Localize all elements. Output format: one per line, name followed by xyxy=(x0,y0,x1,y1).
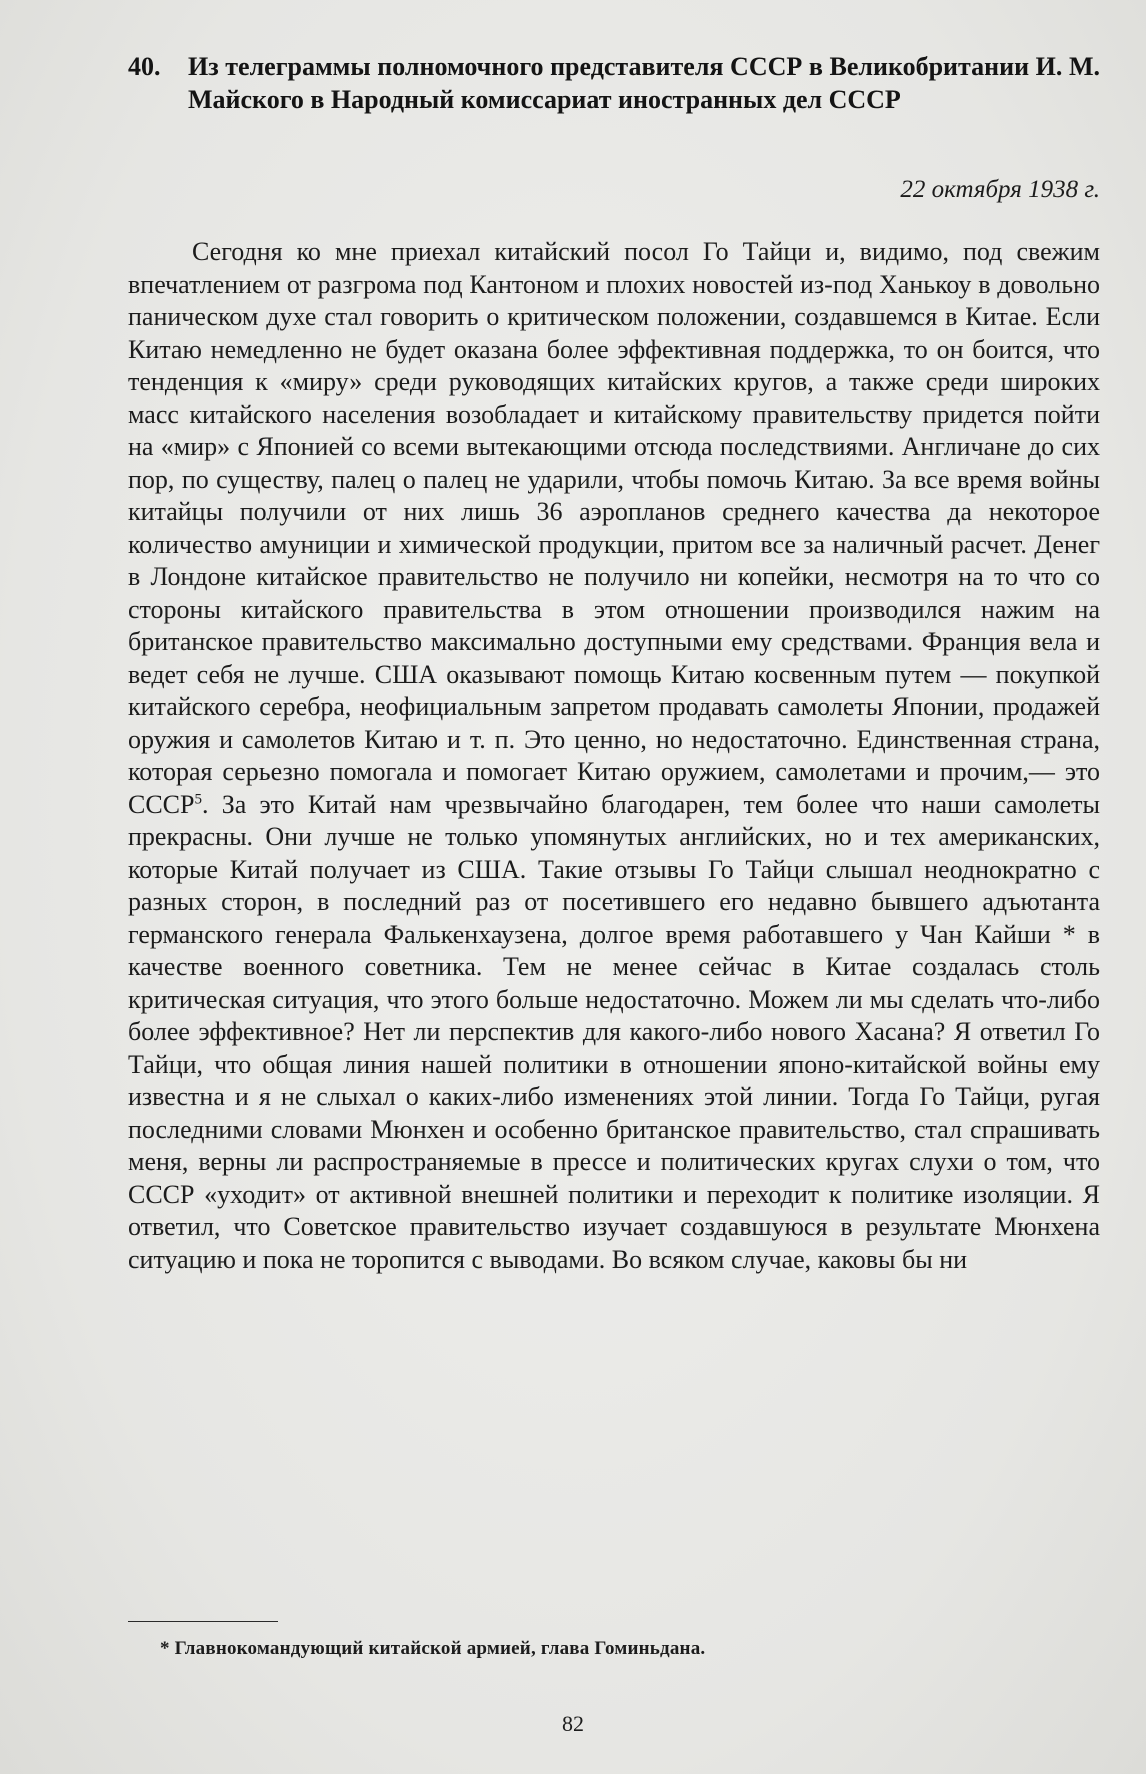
document-date: 22 октября 1938 г. xyxy=(900,176,1100,203)
document-number: 40. xyxy=(128,52,161,81)
footnote-reference-marker: 5 xyxy=(194,790,202,807)
telegram-body-text-part1: Сегодня ко мне приехал китайский посол Го Тайци и, видимо, под свежим впечатлением от разгрома под Кантоном и плохих новостей из-под Ханькоу в довольно паническом духе стал говорить о критическом положении, создавшемся в Китае. Если Китаю немедленно не будет оказана более эффективная поддержка, то он боится, что тенденция к «миру» среди руководящих китайских кругов, а также среди широких масс китайского населения возобладает и китайскому правительству придется пойти на «мир» с Японией со всеми вытекающими отсюда последствиями. Англичане до сих пор, по существу, палец о палец не ударили, чтобы помочь Китаю. За все время войны китайцы получили от них лишь 36 аэропланов среднего качества да некоторое количество амуниции и химической продукции, притом все за наличный расчет. Денег в Лондоне китайское правительство не получило ни копейки, несмотря на то что со стороны китайского правительства в этом отношении производился нажим на британское правительство максимально доступными ему средствами. Франция вела и ведет себя не лучше. США оказывают помощь Китаю косвенным путем — покупкой китайского серебра, неофициальным запретом продавать самолеты Японии, продажей оружия и самолетов Китаю и т. п. Это ценно, но недостаточно. Единственная страна, которая серьезно помогала и помогает Китаю оружием, самолетами и прочим,— это СССР xyxy=(128,237,1100,819)
document-title: Из телеграммы полномочного представителя СССР в Великобритании И. М. Майского в Народный комиссариат иностранных дел СССР xyxy=(188,52,1100,114)
page-number: 82 xyxy=(562,1711,584,1736)
document-heading xyxy=(128,50,1100,116)
telegram-body-paragraph xyxy=(128,236,1100,1276)
footnote: * Главнокомандующий китайской армией, глава Гоминьдана. xyxy=(160,1638,706,1659)
footnote-divider xyxy=(128,1621,278,1622)
telegram-body-text-part2: . За это Китай нам чрезвычайно благодарен, тем более что наши самолеты прекрасны. Они лучше не только упомянутых английских, но и тех американских, которые Китай получает из США. Такие отзывы Го Тайци слышал неоднократно с разных сторон, в последний раз от посетившего его недавно бывшего адъютанта германского генерала Фалькенхаузена, долгое время работавшего у Чан Кайши * в качестве военного советника. Тем не менее сейчас в Китае создалась столь критическая ситуация, что этого больше недостаточно. Можем ли мы сделать что-либо более эффективное? Нет ли перспектив для какого-либо нового Хасана? Я ответил Го Тайци, что общая линия нашей политики в отношении японо-китайской войны ему известна и я не слыхал о каких-либо изменениях этой линии. Тогда Го Тайци, ругая последними словами Мюнхен и особенно британское правительство, стал спрашивать меня, верны ли распространяемые в прессе и политических кругах слухи о том, что СССР «уходит» от активной внешней политики и переходит к политике изоляции. Я ответил, что Советское правительство изучает создавшуюся в результате Мюнхена ситуацию и пока не торопится с выводами. Во всяком случае, каковы бы ни xyxy=(128,789,1100,1274)
